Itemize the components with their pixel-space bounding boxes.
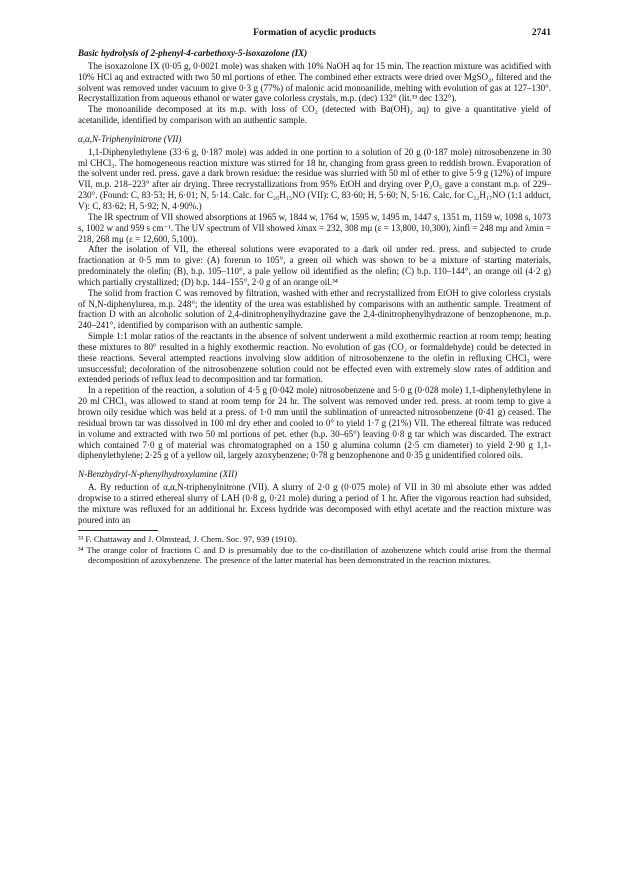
paragraph: The monoanilide decomposed at its m.p. with loss of CO₂ (detected with Ba(OH)₂ aq) to give a quantitative yield of acetanilide, identified by comparison with an authentic sample.	[78, 104, 551, 126]
paragraph: The IR spectrum of VII showed absorptions at 1965 w, 1844 w, 1764 w, 1595 w, 1495 m, 1447 s, 1351 m, 1159 w, 1098 s, 1073 s, 1002 w and 959 s cm⁻¹. The UV spectrum of VII showed λmax = 232, 308 mμ (ε = 13,800, 10,300), λinfl = 248 mμ and λmin = 218, 268 mμ (ε = 12,600, 5,100).	[78, 211, 551, 244]
paragraph: After the isolation of VII, the ethereal solutions were evaporated to a dark oil under red. press. and subjected to crude fractionation at 0·5 mm to give: (A) forerun to 105°, a green oil which was shown to be a mixture of starting materials, predominately the olefin; (B), b.p. 105–110°, a pale yellow oil identified as the olefin; (C) b.p. 110–144°, an orange oil (4·2 g) which partially crystallized; (D) b.p. 144–155°, 2·0 g of an orange oil.³⁴	[78, 244, 551, 287]
running-head	[78, 28, 551, 48]
section-heading-triphenylnitrone: α,α,N-Triphenylnitrone (VII)	[78, 133, 182, 144]
footnote-rule	[78, 530, 158, 531]
footnote: ³³ F. Chattaway and J. Olmstead, J. Chem. Soc. 97, 939 (1910).	[78, 534, 298, 545]
paragraph: Simple 1:1 molar ratios of the reactants in the absence of solvent underwent a mild exothermic reaction at room temp; heating these mixtures to 80° resulted in a highly exothermic reaction. No evolution of gas (CO₂ or formaldehyde) could be detected in these reactions. Several attempted reactions involving slow addition of nitrosobenzene to the olefin in refluxing CHCl₃ were unsuccessful; decoloration of the nitrosobenzene solution could not be effected even with extremely slow rates of addition and extended periods of reflux lead to decomposition and tar formation.	[78, 331, 551, 385]
paragraph: The isoxazolone IX (0·05 g, 0·0021 mole) was shaken with 10% NaOH aq for 15 min. The reaction mixture was acidified with 10% HCl aq and extracted with two 50 ml portions of ether. The combined ether extracts were dried over MgSO₄, filtered and the solvent was removed under vacuum to give 0·3 g (77%) of malonic acid monoanilide, melting with evolution of gas at 127–130°. Recrystallization from aqueous ethanol or water gave colorless crystals, m.p. (dec) 132° (lit.³³ dec 132°).	[78, 60, 551, 104]
paragraph: 1,1-Diphenylethylene (33·6 g, 0·187 mole) was added in one portion to a solution of 20 g (0·187 mole) nitrosobenzene in 30 ml CHCl₃. The homogeneous reaction mixture was stirred for 18 hr, changing from grass green to reddish brown. Evaporation of the solvent under red. press. gave a dark brown residue: the residue was slurried with 50 ml of ether to give 5·9 g (12%) of impure VII, m.p. 218–223° after air drying. Three recrystallizations from 95% EtOH and drying over P₂O₅ gave a constant m.p. of 229–230°. (Found: C, 83·53; H, 6·01; N, 5·14. Calc. for C₂₀H₁₅NO (VII): C, 83·60; H, 5·60; N, 5·16. Calc. for C₃₂H₁₇NO (1:1 adduct, V): C, 83·62; H, 5·92; N, 4·90%.)	[78, 146, 551, 211]
paragraph: The solid from fraction C was removed by filtration, washed with ether and recrystallized from EtOH to give colorless crystals of N,N-diphenylurea, m.p. 248°; the identity of the urea was established by comparisons with an authentic sample. Treatment of fraction D with an alcoholic solution of 2,4-dinitrophenylhydrazine gave the 2,4-dinitrophenylhydrazone of benzophenone, m.p. 240–241°, identified by comparison with an authentic sample.	[78, 287, 551, 331]
footnote: ³⁴ The orange color of fractions C and D is presumably due to the co-distillation of azobenzene which could arise from the thermal decomposition of azoxybenzene. The presence of the latter material has been demonstrated in the reaction mixtures.	[78, 544, 551, 565]
paragraph: A. By reduction of α,α,N-triphenylnitrone (VII). A slurry of 2·0 g (0·075 mole) of VII in 30 ml absolute ether was added dropwise to a stirred ethereal slurry of LAH (0·8 g, 0·21 mole) during a period of 1 hr. After the vigorous reaction had subsided, the mixture was refluxed for an additional hr. Excess hydride was decomposed with ethyl acetate and the reaction mixture was poured into an	[78, 482, 551, 525]
section-heading-hydrolysis: Basic hydrolysis of 2-phenyl-4-carbethoxy-5-isoxazolone (IX)	[78, 48, 308, 58]
page-number: 2741	[531, 27, 551, 38]
section-heading-hydroxylamine: N-Benzhydryl-N-phenylhydroxylamine (XII)	[78, 469, 238, 480]
running-head-title: Formation of acyclic products	[253, 27, 376, 38]
journal-page	[78, 28, 551, 565]
paragraph: In a repetition of the reaction, a solution of 4·5 g (0·042 mole) nitrosobenzene and 5·0 g (0·028 mole) 1,1-diphenylethylene in 20 ml CHCl₃ was allowed to stand at room temp for 24 hr. The solvent was removed under red. press. at room temp to give a brown oily residue which was held at a press. of 1·0 mm until the sublimation of unreacted nitrosobenzene (0·41 g) ceased. The residual brown tar was dissolved in 100 ml dry ether and cooled to 0° to yield 1·7 g (21%) VII. The ethereal filtrate was reduced in volume and extracted with two 50 ml portions of pet. ether (b.p. 30–65°) leaving 0·8 g tar which was discarded. The extract which contained 7·0 g of material was chromatographed on a 150 g alumina column (2·5 cm diameter) to yield 2·90 g 1,1-diphenylethylene; 2·25 g of a yellow oil, largely azoxybenzene; 0·78 g benzophenone and 0·35 g unidentified colored oils.	[78, 385, 551, 461]
